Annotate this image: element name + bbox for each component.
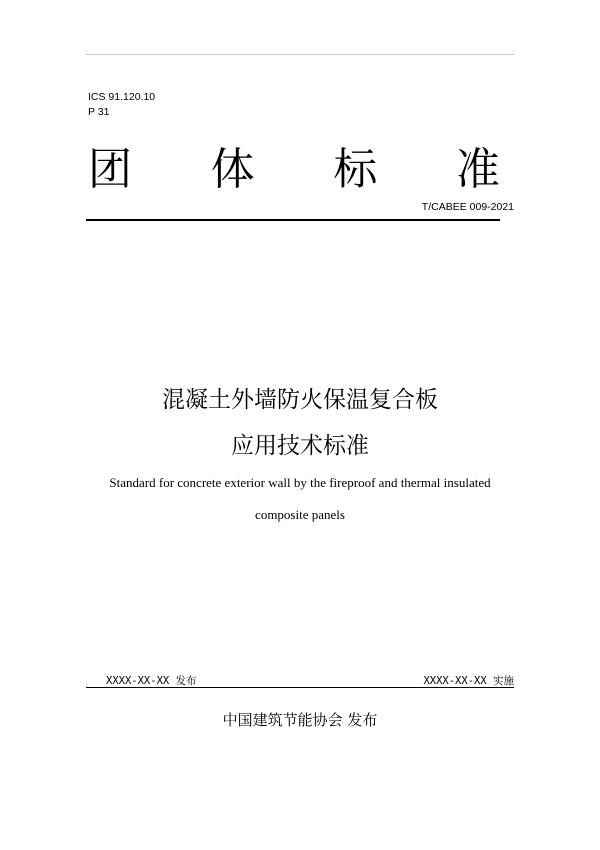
date-divider	[86, 687, 514, 688]
standard-type-title	[88, 140, 500, 200]
cn-title-line-2: 应用技术标准	[231, 433, 369, 459]
title-char-3: 标	[333, 144, 378, 195]
publisher: 中国建筑节能协会 发布	[222, 711, 378, 729]
ics-code: ICS 91.120.10	[88, 91, 156, 103]
title-char-4: 准	[455, 144, 500, 195]
en-title-line-2: composite panels	[255, 507, 345, 522]
en-title-line-1: Standard for concrete exterior wall by the fireproof and thermal insulated	[109, 475, 491, 490]
title-char-1: 团	[88, 144, 132, 195]
release-date: XXXX-XX-XX 发布	[106, 675, 197, 687]
standard-code: T/CABEE 009-2021	[421, 201, 514, 213]
implement-date: XXXX-XX-XX 实施	[423, 675, 514, 687]
ccs-code: P 31	[88, 106, 110, 118]
classification-block	[88, 90, 155, 120]
cn-title-line-1: 混凝土外墙防火保温复合板	[162, 387, 438, 413]
top-divider	[86, 54, 514, 55]
title-char-2: 体	[210, 144, 255, 195]
title-divider	[86, 219, 500, 221]
